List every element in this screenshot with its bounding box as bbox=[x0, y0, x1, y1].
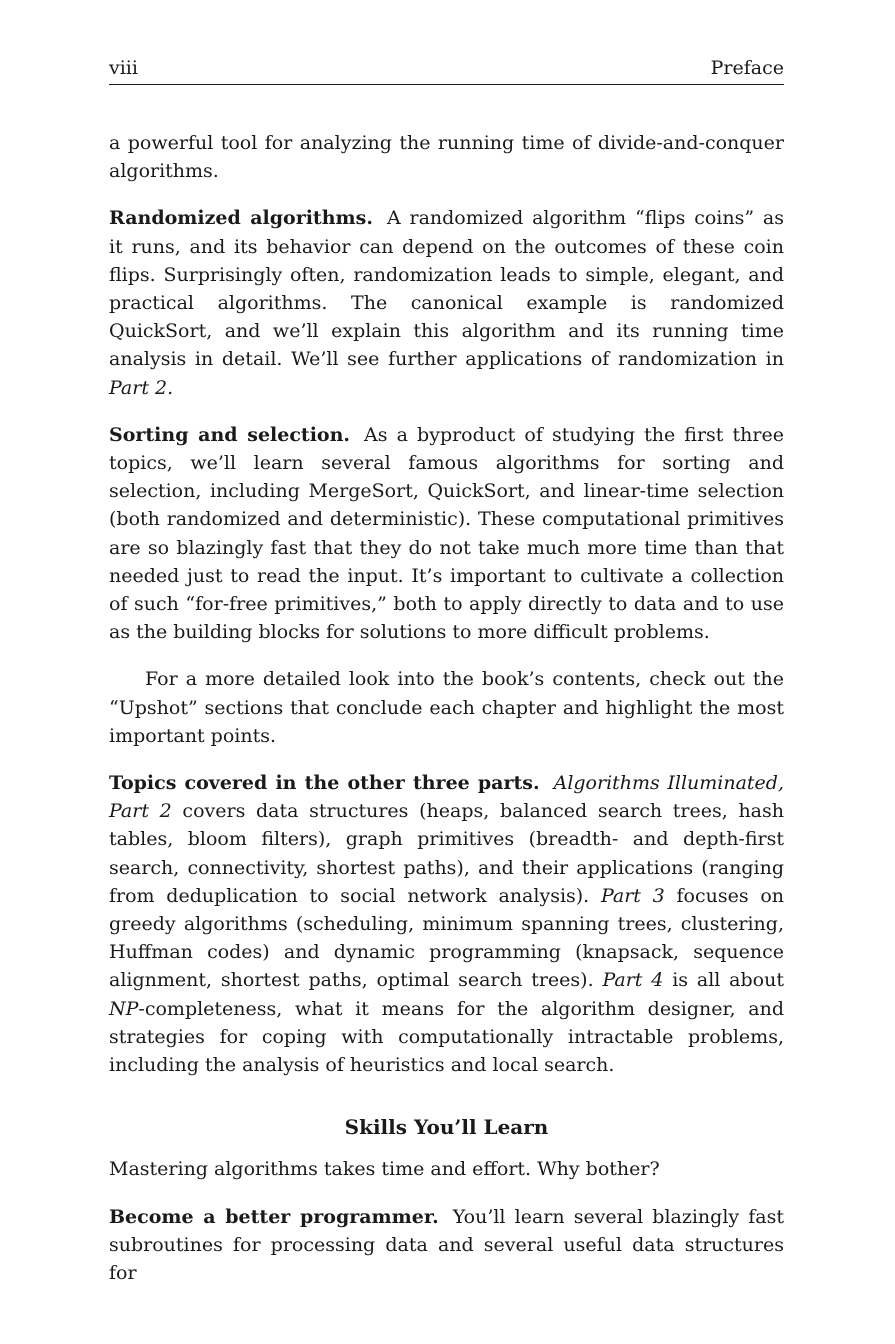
paragraph-topics bbox=[109, 769, 784, 1079]
paragraph-better-programmer bbox=[109, 1203, 784, 1288]
section-title-skills: Skills You’ll Learn bbox=[344, 1115, 549, 1140]
sorting-text: As a byproduct of studying the first three topics, we’ll learn several famous algorithms for sorting and selection, including MergeSort, QuickSort, and linear-time selection (both randomized and deterministic). These computational primitives are so blazingly fast that they do not take much more time than that needed just to read the input. It’s important to cultivate a collection of such “for-free primitives,” both to apply directly to data and to use as the building blocks for solutions to more difficult problems. bbox=[109, 423, 784, 644]
running-head bbox=[109, 56, 784, 85]
topics-text-4: -completeness, what it means for the algorithm designer, and strategies for coping with computationally intractable problems, including the analysis of heuristics and local search. bbox=[109, 997, 784, 1077]
topics-part3: Part 3 bbox=[600, 884, 665, 907]
paragraph-continuation: a powerful tool for analyzing the running time of divide-and-conquer algorithms. bbox=[109, 132, 784, 183]
page-body bbox=[109, 129, 784, 1287]
runin-heading-topics: Topics covered in the other three parts. bbox=[109, 772, 540, 795]
topics-np: NP bbox=[109, 997, 139, 1020]
topics-text-3: is all about bbox=[663, 969, 784, 992]
randomized-part-ref: Part 2. bbox=[109, 376, 174, 399]
running-head-section: Preface bbox=[710, 57, 784, 79]
paragraph-skills-intro: Mastering algorithms takes time and effort. Why bother? bbox=[109, 1158, 660, 1181]
page-number: viii bbox=[109, 57, 138, 79]
topics-book-title: Algorithms Illuminated, Part 2 bbox=[109, 772, 784, 823]
topics-text-2: focuses on greedy algorithms (scheduling, minimum spanning trees, clustering, Huffman codes) and dynamic programming (knapsack, sequence alignment, shortest paths, optimal search trees). bbox=[109, 884, 784, 992]
runin-heading-randomized: Randomized algorithms. bbox=[109, 207, 373, 230]
randomized-text: A randomized algorithm “flips coins” as it runs, and its behavior can depend on the outcomes of these coin flips. Surprisingly often, randomization leads to simple, elegant, and practical algorithms. The canonical example is randomized QuickSort, and we’ll explain this algorithm and its running time analysis in detail. We’ll see further applications of randomization in bbox=[109, 207, 784, 371]
book-page bbox=[109, 56, 784, 1306]
paragraph-contents: For a more detailed look into the book’s contents, check out the “Upshot” sections that conclude each chapter and highlight the most important points. bbox=[109, 668, 784, 747]
paragraph-randomized-algorithms bbox=[109, 204, 784, 401]
runin-heading-programmer: Become a better programmer. bbox=[109, 1205, 439, 1228]
paragraph-sorting-selection bbox=[109, 421, 784, 647]
topics-text-1: covers data structures (heaps, balanced search trees, hash tables, bloom filters), graph primitives (breadth- and depth-first search, connectivity, shortest paths), and their applications (ranging from deduplication to social network analysis). bbox=[109, 800, 785, 907]
topics-part4: Part 4 bbox=[602, 969, 664, 992]
programmer-text: You’ll learn several blazingly fast subroutines for processing data and several useful data structures for bbox=[109, 1205, 784, 1284]
runin-heading-sorting: Sorting and selection. bbox=[109, 423, 351, 446]
